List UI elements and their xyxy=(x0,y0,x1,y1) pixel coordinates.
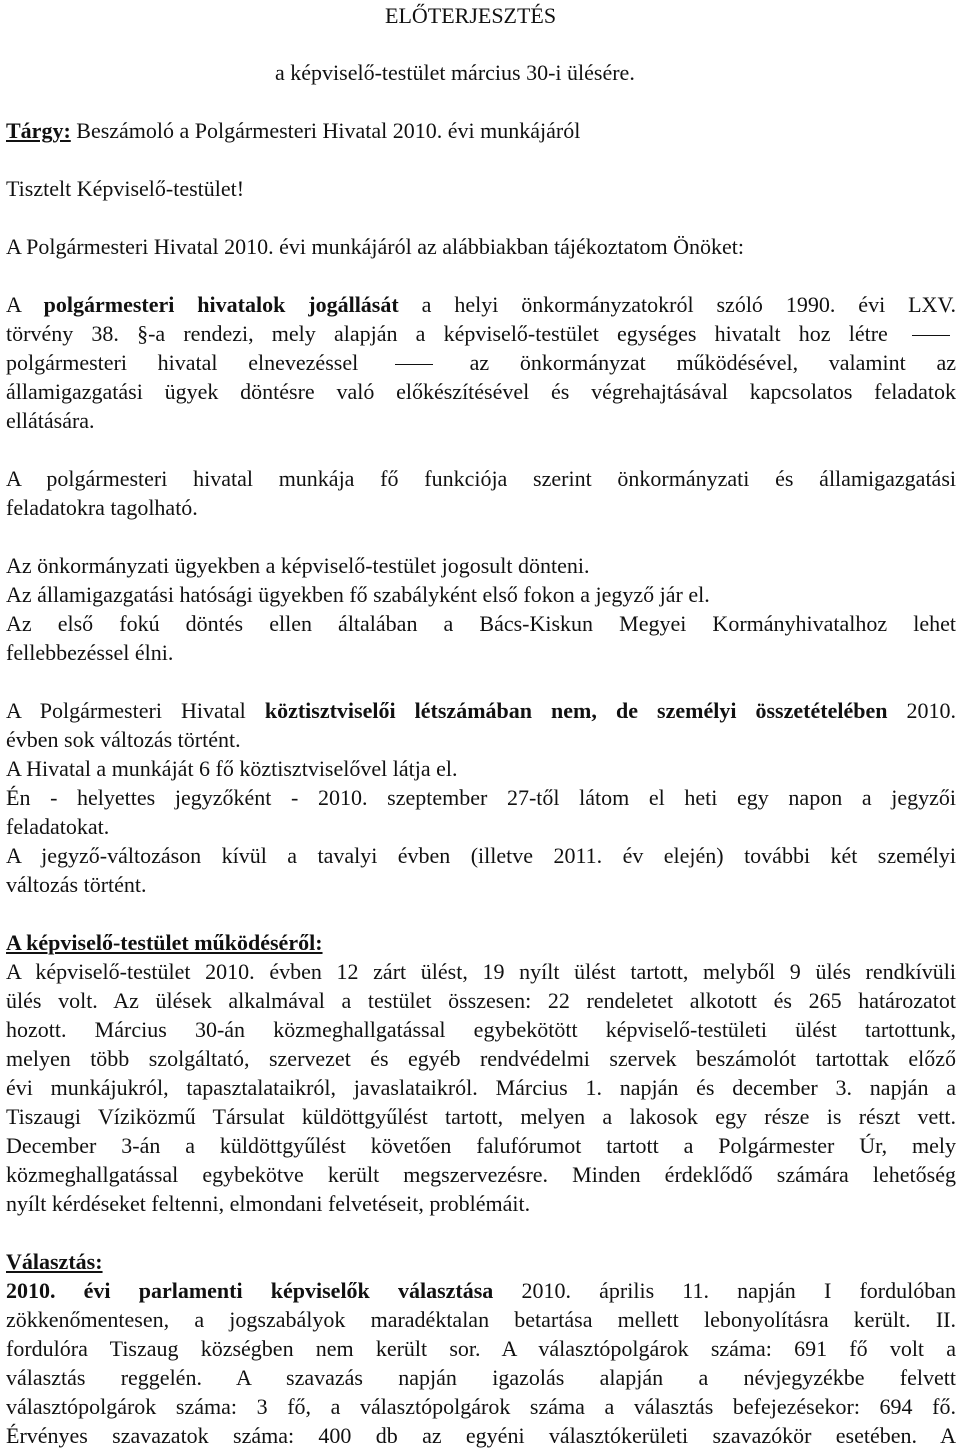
p1-l3-b: az önkormányzat működésével, valamint az xyxy=(469,350,957,375)
p1-line-2 xyxy=(6,319,956,348)
p1-line-3 xyxy=(6,348,956,377)
p1-line-5: ellátására. xyxy=(6,408,95,433)
section2-l1-b: 2010. április 11. napján I fordulóban xyxy=(521,1278,956,1303)
p4-line-4: Én - helyettes jegyzőként - 2010. szeptember 27-től látom el heti egy napon a jegyzői xyxy=(6,785,956,810)
p4-line-3: A Hivatal a munkáját 6 fő köztisztviselővel látja el. xyxy=(6,756,458,781)
p2-line-2: feladatokra tagolható. xyxy=(6,495,198,520)
p3-line-2: Az államigazgatási hatósági ügyekben fő szabályként első fokon a jegyző jár el. xyxy=(6,582,710,607)
p4-line-7: változás történt. xyxy=(6,872,147,897)
p4-line-1 xyxy=(6,696,956,725)
section1-line: közmeghallgatással egybekötve került megszervezésre. Minden érdeklődő számára lehetőség xyxy=(6,1162,956,1187)
p1-line-4: államigazgatási ügyek döntésre való előkészítésével és végrehajtásával kapcsolatos feladatok xyxy=(6,379,956,404)
p2-line-1: A polgármesteri hivatal munkája fő funkciója szerint önkormányzati és államigazgatási xyxy=(6,466,956,491)
em-dash xyxy=(912,335,950,336)
p4-line-5: feladatokat. xyxy=(6,814,110,839)
p3-line-1: Az önkormányzati ügyekben a képviselő-testület jogosult dönteni. xyxy=(6,553,590,578)
subject-label: Tárgy: xyxy=(6,118,71,143)
section2-heading: Választás: xyxy=(6,1249,103,1274)
section1-line: December 3-án a küldöttgyűlést követően falufórumot tartott a Polgármester Úr, mely xyxy=(6,1133,956,1158)
section2-line-1 xyxy=(6,1276,956,1305)
document-subtitle: a képviselő-testület március 30-i ülésére. xyxy=(275,60,635,85)
section1-line: évi munkájukról, tapasztalataikról, javaslataikról. Március 1. napján és december 3. napján a xyxy=(6,1075,956,1100)
section2-l1-bold: 2010. évi parlamenti képviselők választása xyxy=(6,1278,494,1303)
p1-l2-text: törvény 38. §-a rendezi, mely alapján a képviselő-testület egységes hivatalt hoz létre xyxy=(6,321,888,346)
p3-line-4: fellebbezéssel élni. xyxy=(6,640,174,665)
em-dash xyxy=(395,364,433,365)
salutation: Tisztelt Képviselő-testület! xyxy=(6,176,245,201)
section1-line: A képviselő-testület 2010. évben 12 zárt ülést, 19 nyílt ülést tartott, melyből 9 ülés rendkívüli xyxy=(6,959,956,984)
p4-l1-b: 2010. xyxy=(906,698,957,723)
p1-l1-a: A xyxy=(6,292,21,317)
p4-l1-a: A Polgármesteri Hivatal xyxy=(6,698,246,723)
p3-line-3: Az első fokú döntés ellen általában a Bács-Kiskun Megyei Kormányhivatalhoz lehet xyxy=(6,611,956,636)
subject-text: Beszámoló a Polgármesteri Hivatal 2010. évi munkájáról xyxy=(76,118,581,143)
document-title: ELŐTERJESZTÉS xyxy=(385,3,557,28)
section1-line: hozott. Március 30-án közmeghallgatással egybekötött képviselő-testületi ülést tartottunk, xyxy=(6,1017,956,1042)
section1-heading: A képviselő-testület működéséről: xyxy=(6,930,323,955)
section1-line: melyen több szolgáltató, szervezet és egyéb rendvédelmi szervek beszámolót tartottak előző xyxy=(6,1046,956,1071)
section2-line: zökkenőmentesen, a jogszabályok maradéktalan betartása mellett lebonyolításra került. II. xyxy=(6,1307,956,1332)
p1-l3-a: polgármesteri hivatal elnevezéssel xyxy=(6,350,359,375)
p1-l1-b: a helyi önkormányzatokról szóló 1990. évi LXV. xyxy=(421,292,956,317)
section1-line: ülés volt. Az ülések alkalmával a testület összesen: 22 rendeletet alkotott és 265 határozatot xyxy=(6,988,956,1013)
p4-line-2: évben sok változás történt. xyxy=(6,727,241,752)
section1-line: nyílt kérdéseket feltenni, elmondani felvetéseit, problémáit. xyxy=(6,1191,531,1216)
p1-l1-bold: polgármesteri hivatalok jogállását xyxy=(43,292,399,317)
section2-line: választópolgárok száma: 3 fő, a választópolgárok száma a választás befejezésekor: 694 fő. xyxy=(6,1394,956,1419)
subject-line xyxy=(6,116,956,145)
p4-l1-bold: köztisztviselői létszámában nem, de személyi összetételében xyxy=(264,698,888,723)
section2-line: fordulóra Tiszaug községben nem került sor. A választópolgárok száma: 691 fő volt a xyxy=(6,1336,956,1361)
section2-line: választás reggelén. A szavazás napján igazolás alapján a névjegyzékbe felvett xyxy=(6,1365,956,1390)
section1-line: Tiszaugi Víziközmű Társulat küldöttgyűlést tartott, melyen a lakosok egy része is részt vett. xyxy=(6,1104,956,1129)
intro-line: A Polgármesteri Hivatal 2010. évi munkájáról az alábbiakban tájékoztatom Önöket: xyxy=(6,234,744,259)
p1-line-1 xyxy=(6,290,956,319)
section2-line: Érvényes szavazatok száma: 400 db az egyéni választókerületi szavazókör esetében. A xyxy=(6,1423,956,1448)
p4-line-6: A jegyző-változáson kívül a tavalyi évben (illetve 2011. év elején) további két személyi xyxy=(6,843,956,868)
